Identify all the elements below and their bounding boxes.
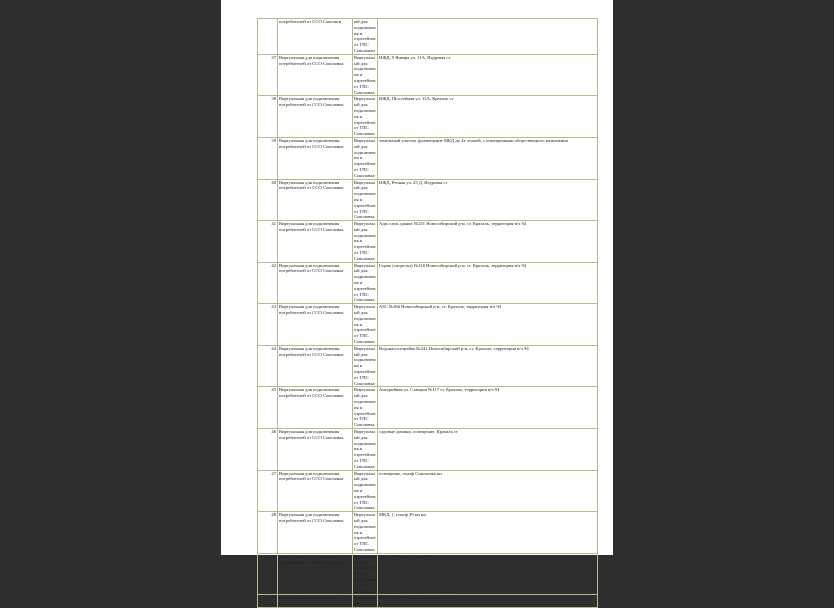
row-name: Виртуальная для подключения потребителей от ССО Соколовка: [278, 470, 353, 512]
table-row: [258, 553, 598, 595]
row-type: Виртуальный для подключения и отрегейтов от ТПС Соколовка: [354, 137, 376, 178]
table-row: [258, 387, 598, 429]
row-name: Виртуальная для подключения потребителей от ССО Соколовка: [278, 221, 353, 263]
row-number: 45: [258, 387, 278, 429]
row-number: 37: [258, 54, 278, 96]
table-row: [258, 262, 598, 304]
row-name: Виртуальная для подключения потребителей от ССО Соколовка: [278, 345, 353, 387]
row-number: 43: [258, 304, 278, 346]
row-name: Виртуальная для подключения потребителей от ССО Соколовка: [278, 428, 353, 470]
row-address: Гараж (спортзал) №216 Новосибирский р-н, ст. Крахаль, территория в/ч 94: [378, 262, 598, 304]
row-number: 39: [258, 137, 278, 179]
row-address: ИЖД, 3 Казарма, платф 39 км нп: [378, 553, 598, 595]
row-address: Водонасосотрейка №242 Новосибирский р-н, ст. Крахаль, территория в/ч 94: [378, 345, 598, 387]
row-type: Виртуальный для подключения и отрегейтов от ТПС Соколовка: [354, 345, 376, 386]
data-table: [257, 18, 598, 608]
table-row: [258, 470, 598, 512]
row-address: ИЖД, КАЗАРМА(№), платф 39 км нп: [378, 595, 598, 608]
row-number: 41: [258, 221, 278, 263]
row-type: Виртуальный для подключения и отрегейтов от ТПС Соколовка: [354, 387, 376, 428]
row-type: Виртуальный для подключения и отрегейтов от ТПС Соколовка: [354, 553, 376, 594]
row-name: Виртуальная для подключения потребителей от ССО Соколовка: [278, 179, 353, 221]
row-address: ИЖД, Речная ул. 25 Д, Издревая ст: [378, 179, 598, 221]
row-number: [258, 19, 278, 55]
row-address: АЗС №266 Новосибирский р-н, ст. Крахаль, территория в/ч 94: [378, 304, 598, 346]
table-row: [258, 137, 598, 179]
row-name: Виртуальная для подключения потребителей от ССО Соколовка: [278, 304, 353, 346]
table-row: [258, 221, 598, 263]
row-address: ИЖД, 9 Января ул. 11А, Издревая ст: [378, 54, 598, 96]
row-number: 50: [258, 595, 278, 608]
row-name: Виртуальная для подключения потребителей от ССО Соколовка: [278, 137, 353, 179]
row-address: освещение, платф Соколовка нп: [378, 470, 598, 512]
row-type: Виртуальный для подключения и отрегейтов от ТПС Соколовка: [354, 262, 376, 303]
row-address: Адм.служ.здание №251 Новосибирский р-н, ст. Крахаль, территория в/ч 94: [378, 221, 598, 263]
document-page: [221, 0, 613, 607]
row-number: 47: [258, 470, 278, 512]
row-address: [378, 19, 598, 55]
row-name: Виртуальная для подключения потребителей от ССО Соколовка: [278, 54, 353, 96]
table-body: [258, 19, 598, 608]
row-address: ИЖД, Шоссейная ул. 15А, Крахаль ст: [378, 96, 598, 138]
row-type: Виртуальный для подключения и отрегейтов от ТПС Соколовка: [354, 54, 376, 95]
row-number: 40: [258, 179, 278, 221]
row-address: МКД, 1, платф 39 км нп: [378, 512, 598, 554]
row-type: Виртуальный для подключения и отрегейтов от ТПС Соколовка: [354, 512, 376, 552]
table-row: [258, 428, 598, 470]
row-name: Виртуальная для подключения: [278, 595, 353, 608]
row-number: 48: [258, 512, 278, 554]
row-name: Виртуальная для подключения потребителей от ССО Соколовка: [278, 387, 353, 429]
row-number: 42: [258, 262, 278, 304]
row-name: потребителей от ССО Сокологн: [278, 19, 353, 55]
table-row: [258, 304, 598, 346]
row-name: Виртуальная для подключения потребителей от ССО Соколовка: [278, 262, 353, 304]
row-address: Ангарийная эл. Станция №117 ст. Крахаль, территория в/ч 94: [378, 387, 598, 429]
row-number: 44: [258, 345, 278, 387]
row-type: Виртуальный для подключения и отрегейтов от ТПС Соколовка: [354, 470, 376, 511]
row-type: Виртуальный для подключения и отрегейтов от ТПС Соколовка: [354, 304, 376, 345]
row-type: ый для подключения и отрегейтов от ТПС Соколован: [354, 19, 376, 53]
row-address: садовые домики, освещение, Крахаль ст: [378, 428, 598, 470]
row-name: Виртуальная для подключения потребителей от ССО Соколовка: [278, 512, 353, 554]
table-row: [258, 512, 598, 554]
row-number: 49: [258, 553, 278, 595]
table-row: [258, 96, 598, 138]
table-row: [258, 595, 598, 608]
row-number: 38: [258, 96, 278, 138]
row-number: 46: [258, 428, 278, 470]
table-row: [258, 19, 598, 55]
table-row: [258, 345, 598, 387]
table-row: [258, 179, 598, 221]
row-name: Виртуальная для подключения потребителей от ССО Соколовка: [278, 553, 353, 595]
row-type: Виртуальный для подключения и отрегейтов от ТПС Соколовка: [354, 179, 376, 220]
row-type: Виртуальный для подключения и отрегейтов от ТПС Соколовка: [354, 96, 376, 137]
table-row: [258, 54, 598, 96]
row-type: Виртуальный: [353, 595, 378, 608]
row-name: Виртуальная для подключения потребителей от ССО Соколовка: [278, 96, 353, 138]
row-type: Виртуальный для подключения и отрегейтов от ТПС Соколовка: [354, 221, 376, 261]
row-address: земельный участок (размещение МКД до 4х этажей, с помещениями общественного назначения: [378, 137, 598, 179]
row-type: Виртуальный для подключения и отрегейтов от ТПС Соколовка: [354, 428, 376, 469]
